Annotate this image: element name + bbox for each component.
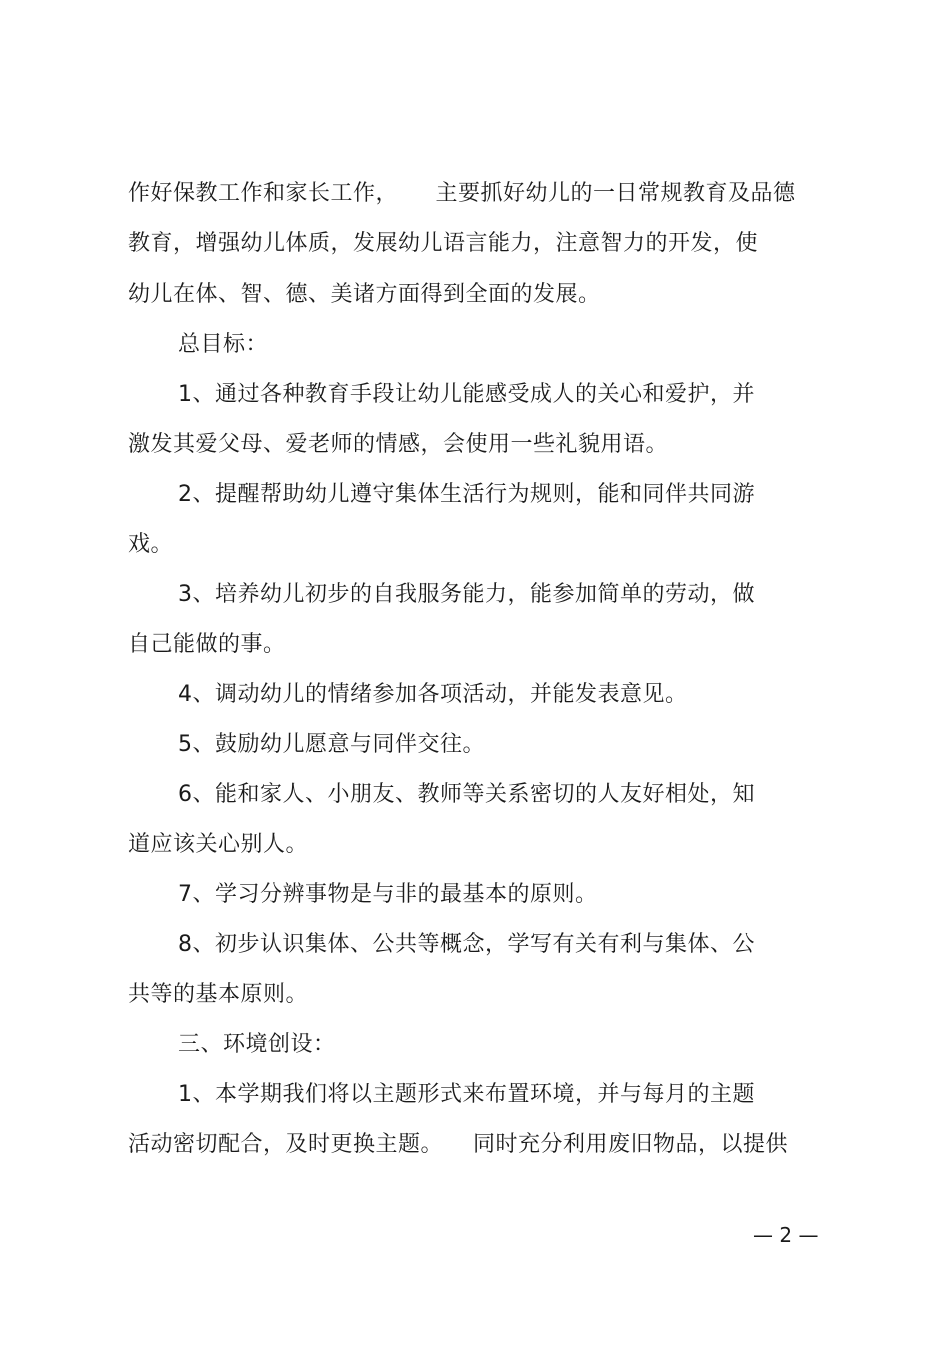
body-text-line: 教育，增强幼儿体质，发展幼儿语言能力，注意智力的开发，使 bbox=[128, 231, 759, 256]
list-item: 1、本学期我们将以主题形式来布置环境，并与每月的主题 bbox=[178, 1082, 755, 1107]
list-item: 7、学习分辨事物是与非的最基本的原则。 bbox=[178, 882, 598, 907]
list-item: 2、提醒帮助幼儿遵守集体生活行为规则，能和同伴共同游 bbox=[178, 482, 755, 507]
body-text-line: 作好保教工作和家长工作， 主要抓好幼儿的一日常规教育及品德 bbox=[128, 181, 796, 206]
body-text-line: 活动密切配合，及时更换主题。 同时充分利用废旧物品，以提供 bbox=[128, 1132, 788, 1157]
list-item: 3、培养幼儿初步的自我服务能力，能参加简单的劳动，做 bbox=[178, 582, 755, 607]
page-number: — 2 — bbox=[753, 1223, 819, 1247]
list-item: 6、能和家人、小朋友、教师等关系密切的人友好相处，知 bbox=[178, 782, 755, 807]
body-text-line: 激发其爱父母、爱老师的情感，会使用一些礼貌用语。 bbox=[128, 432, 669, 457]
body-text-line: 戏。 bbox=[128, 532, 174, 557]
list-item: 1、通过各种教育手段让幼儿能感受成人的关心和爱护，并 bbox=[178, 382, 755, 407]
body-text-line: 共等的基本原则。 bbox=[128, 982, 309, 1007]
body-text-line: 自己能做的事。 bbox=[128, 632, 286, 657]
section-heading: 总目标： bbox=[178, 332, 269, 357]
body-text-line: 幼儿在体、智、德、美诸方面得到全面的发展。 bbox=[128, 282, 601, 307]
body-text-line: 道应该关心别人。 bbox=[128, 832, 309, 857]
list-item: 8、初步认识集体、公共等概念，学写有关有利与集体、公 bbox=[178, 932, 755, 957]
section-heading: 三、环境创设： bbox=[178, 1032, 336, 1057]
list-item: 4、调动幼儿的情绪参加各项活动，并能发表意见。 bbox=[178, 682, 688, 707]
list-item: 5、鼓励幼儿愿意与同伴交往。 bbox=[178, 732, 485, 757]
